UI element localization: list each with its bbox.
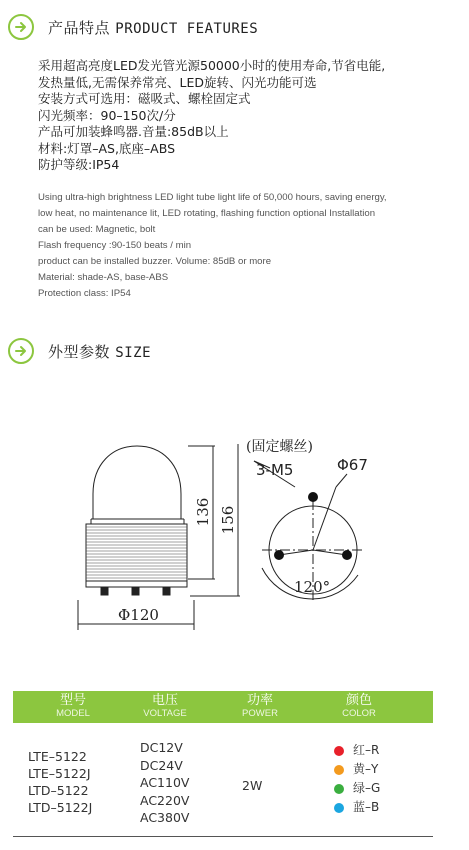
model-item: LTD–5122 xyxy=(28,783,89,798)
dim-fix-note: (固定螺丝) xyxy=(246,439,313,455)
header-voltage xyxy=(131,691,199,719)
feature-cn-line: 发热量低,无需保养常亮、LED旋转、闪光功能可选 xyxy=(38,74,317,90)
model-item: LTD–5122J xyxy=(28,800,93,815)
color-list xyxy=(334,741,380,817)
table-bottom-divider xyxy=(13,836,433,837)
header-power xyxy=(227,691,293,719)
color-dot-icon xyxy=(334,765,344,775)
arrow-right-circle-icon xyxy=(8,14,34,40)
section-title xyxy=(48,17,258,38)
dimension-drawing xyxy=(0,430,469,640)
model-item: LTE–5122 xyxy=(28,749,87,764)
dim-screw: 3-M5 xyxy=(256,461,294,479)
feature-en-line: Protection class: IP54 xyxy=(38,288,131,299)
section-title-en: PRODUCT FEATURES xyxy=(115,20,259,37)
feature-en-line: can be used: Magnetic, bolt xyxy=(38,224,156,235)
feature-cn-line: 防护等级:IP54 xyxy=(38,157,120,172)
dim-total-height: 156 xyxy=(219,505,237,535)
section-header-size xyxy=(8,338,151,364)
section-title xyxy=(48,341,151,362)
lamp-dome xyxy=(93,446,181,519)
feature-en-line: low heat, no maintenance lit, LED rotating, flashing function optional Installation xyxy=(38,208,376,219)
color-item xyxy=(334,798,380,817)
lamp-base xyxy=(86,524,187,587)
color-label: 蓝–B xyxy=(353,800,380,814)
header-color-cn: 颜色 xyxy=(345,693,372,708)
color-dot-icon xyxy=(334,803,344,813)
feature-cn-line: 材料:灯罩–AS,底座–ABS xyxy=(38,140,176,156)
power-value: 2W xyxy=(242,778,263,793)
header-model-en: MODEL xyxy=(56,708,90,719)
color-label: 黄–Y xyxy=(353,762,379,776)
color-label: 绿–G xyxy=(353,781,381,795)
header-model xyxy=(37,691,109,719)
color-item xyxy=(334,760,380,779)
dim-hole-dia: Φ67 xyxy=(337,456,368,474)
dim-angle: 120° xyxy=(294,578,331,596)
section-header-features xyxy=(8,14,258,40)
voltage-list xyxy=(140,739,189,827)
header-power-cn: 功率 xyxy=(246,693,273,708)
voltage-item: AC380V xyxy=(140,810,190,825)
spec-table-header xyxy=(13,691,433,723)
voltage-item: DC24V xyxy=(140,757,183,773)
section-title-cn: 产品特点 xyxy=(48,18,111,37)
voltage-item: DC12V xyxy=(140,740,183,755)
model-item: LTE–5122J xyxy=(28,766,91,781)
section-title-cn: 外型参数 xyxy=(48,342,111,361)
header-power-en: POWER xyxy=(242,708,278,719)
voltage-item: AC110V xyxy=(140,775,190,790)
color-label: 红–R xyxy=(353,743,380,757)
feature-cn-line: 采用超高亮度LED发光管光源50000小时的使用寿命,节省电能, xyxy=(38,58,386,73)
color-dot-icon xyxy=(334,784,344,794)
header-color xyxy=(326,691,392,719)
arrow-right-circle-icon xyxy=(8,338,34,364)
feature-en-line: Material: shade-AS, base-ABS xyxy=(38,272,169,283)
dim-dome-height: 136 xyxy=(194,497,212,527)
header-model-cn: 型号 xyxy=(59,693,86,708)
header-color-en: COLOR xyxy=(342,708,376,719)
features-cn xyxy=(38,58,385,174)
feature-en-line: product can be installed buzzer. Volume: 85dB or more xyxy=(38,256,272,267)
dim-base-dia: Φ120 xyxy=(118,606,159,624)
feature-cn-line: 安装方式可选用：磁吸式、螺栓固定式 xyxy=(38,91,251,106)
feature-en-line: Flash frequency :90-150 beats / min xyxy=(38,240,192,251)
color-dot-icon xyxy=(334,746,344,756)
feature-en-line: Using ultra-high brightness LED light tube light life of 50,000 hours, saving energy, xyxy=(38,192,387,203)
header-voltage-en: VOLTAGE xyxy=(143,708,187,719)
color-item xyxy=(334,741,380,760)
features-en xyxy=(38,190,458,302)
feature-cn-line: 闪光频率：90–150次/分 xyxy=(38,107,176,123)
section-title-en: SIZE xyxy=(115,344,152,361)
model-list xyxy=(28,748,92,816)
feature-cn-line: 产品可加装蜂鸣器.音量:85dB以上 xyxy=(38,124,229,139)
color-item xyxy=(334,779,380,798)
header-voltage-cn: 电压 xyxy=(151,693,178,708)
voltage-item: AC220V xyxy=(140,792,190,808)
